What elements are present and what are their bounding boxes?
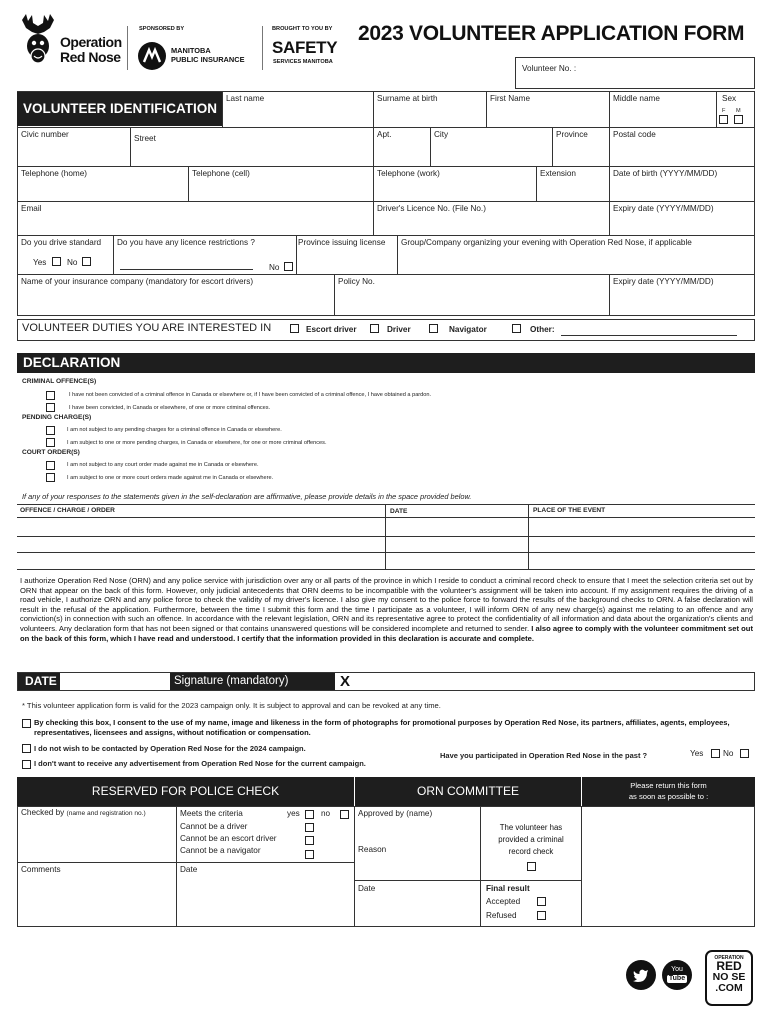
city-label: City <box>434 130 449 139</box>
criminal-2-text: I have been convicted, in Canada or elsewhere, of one or more criminal offences. <box>69 405 271 411</box>
pending-2-checkbox[interactable] <box>46 438 55 447</box>
criminal-1-text: I have not been convicted of a criminal offence in Canada or elsewhere or, if I have been convicted of a criminal offence, I have obtained a pardon. <box>69 392 432 398</box>
drive-no-checkbox[interactable] <box>82 257 91 266</box>
middle-name-label: Middle name <box>613 94 660 103</box>
court-1-text: I am not subject to any court order made against me in Canada or elsewhere. <box>67 462 259 468</box>
form-title: 2023 VOLUNTEER APPLICATION FORM <box>358 22 745 45</box>
criminal-heading: CRIMINAL OFFENCE(S) <box>22 378 97 385</box>
sex-f-checkbox[interactable] <box>719 115 728 124</box>
return-line1: Please return this form <box>630 781 707 790</box>
sponsor-block <box>137 26 257 76</box>
partner-name: SAFETY <box>272 38 338 57</box>
other-line[interactable] <box>561 335 737 336</box>
volunteer-no-field[interactable] <box>515 57 755 89</box>
checked-by-sub: (name and registration no.) <box>66 810 146 817</box>
partner-sub: SERVICES MANITOBA <box>273 59 333 65</box>
pending-heading: PENDING CHARGE(S) <box>22 414 92 421</box>
badge-line3: .COM <box>715 982 743 994</box>
meets-criteria-label: Meets the criteria <box>180 809 243 818</box>
cannot-driver-label: Cannot be a driver <box>180 822 248 831</box>
authorization-bold-text: I also agree to comply with the volunteer commitment set out on the back of this form, which I have read and understood. I certify that the information provided in this declaration is accurate and complete. <box>20 623 753 643</box>
no-ads-checkbox[interactable] <box>22 760 31 769</box>
navigator-label: Navigator <box>449 325 487 334</box>
moose-logo-icon <box>16 12 60 70</box>
return-notice <box>582 777 755 806</box>
approved-by-label: Approved by (name) <box>358 809 433 818</box>
consent-photos-text: By checking this box, I consent to the use of my name, image and likeness in the form of photographs for promotional purposes by Operation Red Nose, its partners, affiliates, agents, employees, representatives, licensees and assigns, without notification or compensation. <box>34 718 730 737</box>
accepted-label: Accepted <box>486 897 521 906</box>
driver-label: Driver <box>387 325 411 334</box>
rednose-badge[interactable] <box>705 950 753 1006</box>
signature-label: Signature (mandatory) <box>170 673 335 690</box>
no-contact-checkbox[interactable] <box>22 744 31 753</box>
court-1-checkbox[interactable] <box>46 461 55 470</box>
sex-m-checkbox[interactable] <box>734 115 743 124</box>
signature-field[interactable] <box>355 673 753 690</box>
youtube-icon[interactable] <box>662 960 692 990</box>
licence-restrictions-label: Do you have any licence restrictions ? <box>117 238 255 247</box>
criteria-no-checkbox[interactable] <box>340 810 349 819</box>
tel-work-label: Telephone (work) <box>377 169 440 178</box>
comments-label: Comments <box>21 865 61 874</box>
col-place-header: PLACE OF THE EVENT <box>533 507 606 514</box>
no-ads-text: I don't want to receive any advertisement from Operation Red Nose for the current campaign. <box>34 759 366 768</box>
sponsor-line2: PUBLIC INSURANCE <box>171 55 245 64</box>
civic-number-label: Civic number <box>21 130 69 139</box>
col-date-header: DATE <box>390 508 408 515</box>
police-heading: RESERVED FOR POLICE CHECK <box>17 777 354 806</box>
court-heading: COURT ORDER(S) <box>22 449 80 456</box>
expiry-label: Expiry date (YYYY/MM/DD) <box>613 204 714 213</box>
escort-driver-label: Escort driver <box>306 325 357 334</box>
partner-block <box>272 26 352 76</box>
police-date-label: Date <box>180 865 198 874</box>
orn-logo <box>16 12 126 72</box>
sponsor-line1: MANITOBA <box>171 46 211 55</box>
surname-birth-label: Surname at birth <box>377 94 438 103</box>
final-result-label: Final result <box>486 884 530 893</box>
validity-note: * This volunteer application form is valid for the 2023 campaign only. It is subject to approval and can be revoked at any time. <box>22 701 441 710</box>
navigator-checkbox[interactable] <box>429 324 438 333</box>
cannot-driver-checkbox[interactable] <box>305 823 314 832</box>
criteria-yes-checkbox[interactable] <box>305 810 314 819</box>
restrictions-no-label: No <box>269 263 280 272</box>
volunteer-no-label: Volunteer No. : <box>522 64 577 73</box>
criteria-no-label: no <box>321 809 331 818</box>
restrictions-line[interactable] <box>120 269 253 270</box>
col-offence-header: OFFENCE / CHARGE / ORDER <box>20 507 115 514</box>
sex-f-label: F <box>722 108 726 114</box>
criminal-record-line3: record check <box>508 847 554 856</box>
declaration-heading: DECLARATION <box>17 353 755 373</box>
cannot-escort-checkbox[interactable] <box>305 836 314 845</box>
checked-by-text: Checked by <box>21 808 65 817</box>
org-name-line1: Operation <box>60 34 122 50</box>
return-line2: as soon as possible to : <box>628 792 709 801</box>
first-name-label: First Name <box>490 94 531 103</box>
policy-no-label: Policy No. <box>338 277 375 286</box>
participated-yes-label: Yes <box>690 749 704 758</box>
youtube-text1: You <box>671 966 683 973</box>
refused-label: Refused <box>486 911 517 920</box>
accepted-checkbox[interactable] <box>537 897 546 906</box>
badge-line2: NO SE <box>712 971 746 983</box>
expiry2-label: Expiry date (YYYY/MM/DD) <box>613 277 714 286</box>
date-label: DATE <box>18 673 60 690</box>
sponsored-by-label: SPONSORED BY <box>139 26 185 32</box>
twitter-icon[interactable] <box>626 960 656 990</box>
other-label: Other: <box>530 325 555 334</box>
email-label: Email <box>21 204 42 213</box>
driver-checkbox[interactable] <box>370 324 379 333</box>
authorization-paragraph <box>20 576 753 643</box>
province-issuing-label: Province issuing license <box>298 238 386 247</box>
cannot-navigator-checkbox[interactable] <box>305 850 314 859</box>
cannot-navigator-label: Cannot be a navigator <box>180 846 261 855</box>
badge-top: OPERATION <box>714 955 744 961</box>
tel-cell-label: Telephone (cell) <box>192 169 250 178</box>
brought-by-label: BROUGHT TO YOU BY <box>272 26 333 32</box>
last-name-label: Last name <box>226 94 265 103</box>
court-2-text: I am subject to one or more court orders made against me in Canada or elsewhere. <box>67 475 274 481</box>
criminal-record-line2: provided a criminal <box>498 835 564 844</box>
participated-no-checkbox[interactable] <box>740 749 749 758</box>
sex-m-label: M <box>736 108 741 114</box>
drive-yes-checkbox[interactable] <box>52 257 61 266</box>
drive-no-label: No <box>67 258 78 267</box>
criminal-2-checkbox[interactable] <box>46 403 55 412</box>
apt-label: Apt. <box>377 130 392 139</box>
committee-date-label: Date <box>358 884 376 893</box>
no-contact-text: I do not wish to be contacted by Operation Red Nose for the 2024 campaign. <box>34 744 306 753</box>
participated-text: Have you participated in Operation Red Nose in the past ? <box>440 751 648 760</box>
refused-checkbox[interactable] <box>537 911 546 920</box>
province-label: Province <box>556 130 588 139</box>
licence-no-label: Driver's Licence No. (File No.) <box>377 204 486 213</box>
signature-x: X <box>340 673 351 690</box>
org-name-line2: Red Nose <box>60 49 121 65</box>
duties-label: VOLUNTEER DUTIES YOU ARE INTERESTED IN <box>22 322 272 334</box>
criteria-yes-label: yes <box>287 809 300 818</box>
drive-yes-label: Yes <box>33 258 47 267</box>
participated-yes-checkbox[interactable] <box>711 749 720 758</box>
criminal-record-checkbox[interactable] <box>527 862 536 871</box>
committee-heading: ORN COMMITTEE <box>355 777 581 806</box>
mpi-logo-icon <box>137 41 167 71</box>
cannot-escort-label: Cannot be an escort driver <box>180 834 277 843</box>
pending-2-text: I am subject to one or more pending charges, in Canada or elsewhere, for one or more criminal offences. <box>67 440 327 446</box>
badge-line1: RED <box>716 959 742 973</box>
dob-label: Date of birth (YYYY/MM/DD) <box>613 169 718 178</box>
tel-home-label: Telephone (home) <box>21 169 87 178</box>
criminal-1-checkbox[interactable] <box>46 391 55 400</box>
criminal-record-note <box>481 822 581 858</box>
court-2-checkbox[interactable] <box>46 473 55 482</box>
checked-by-label <box>21 808 146 817</box>
consent-photos-checkbox[interactable] <box>22 719 31 728</box>
drive-standard-label: Do you drive standard <box>21 238 102 247</box>
extension-label: Extension <box>540 169 576 178</box>
pending-1-checkbox[interactable] <box>46 426 55 435</box>
restrictions-no-checkbox[interactable] <box>284 262 293 271</box>
pending-1-text: I am not subject to any pending charges for a criminal offence in Canada or elsewhere. <box>67 427 282 433</box>
affirmative-note: If any of your responses to the statements given in the self-declaration are affirmative, please provide details in the space provided below. <box>22 492 472 501</box>
insurance-company-label: Name of your insurance company (mandatory for escort drivers) <box>21 277 254 286</box>
postal-code-label: Postal code <box>613 130 656 139</box>
identification-heading: VOLUNTEER IDENTIFICATION <box>17 92 222 126</box>
group-label: Group/Company organizing your evening with Operation Red Nose, if applicable <box>401 238 692 247</box>
participated-no-label: No <box>723 749 734 758</box>
criminal-record-line1: The volunteer has <box>499 823 563 832</box>
date-field[interactable] <box>60 673 170 690</box>
reserved-table <box>17 806 755 927</box>
escort-driver-checkbox[interactable] <box>290 324 299 333</box>
reason-label: Reason <box>358 845 387 854</box>
authorization-text: I authorize Operation Red Nose (ORN) and any police service with jurisdiction over any or all parts of the province in which I reside to conduct a criminal record check to ensure that I meet the selection criteria set out by ORN that appear on the back of this form. However, only judicial antecedents that ORN deems to be incompatible with the volunteer's assignment will be taken into account. If my assignment requires the driving of a road vehicle, I authorize ORN and any police force to check the validity of my driver's licence. I also give my consent to the police force to forward the results of the background checks to ORN. A false declaration will result in the refusal of the application. Furthermore, between the time I submit this form and the time I participate as a volunteer, I will inform ORN of any new charge(s) against me relating to an offence and any conviction(s) in connection with such an offence. In accordance with the relevant legislation, ORN and its representative agree to protect the confidentiality of all information and data about the organization's clients and volunteers. Any declaration form that has not been signed or that contains unanswered questions will be considered incomplete and returned to sender. <box>20 576 753 633</box>
other-checkbox[interactable] <box>512 324 521 333</box>
sex-label: Sex <box>722 94 737 103</box>
street-label: Street <box>134 134 156 143</box>
youtube-text2: Tube <box>668 975 686 982</box>
